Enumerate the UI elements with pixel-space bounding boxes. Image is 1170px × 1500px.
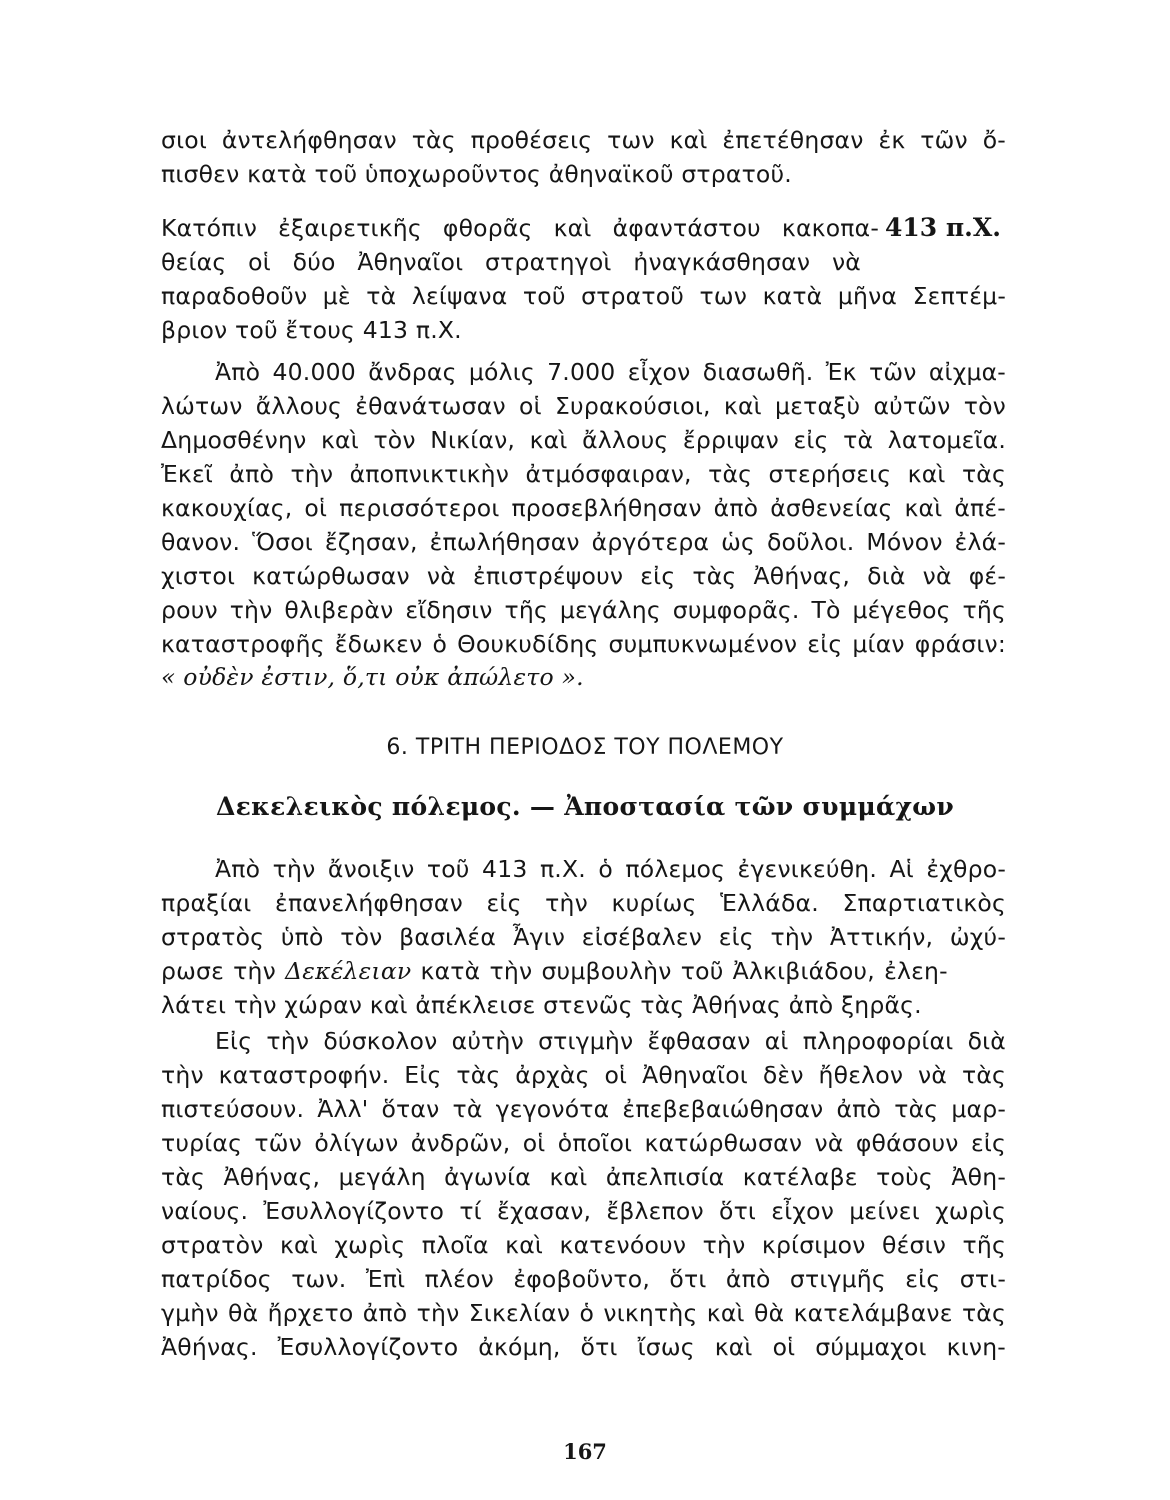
- text-line: λάτει τὴν χώραν καὶ ἀπέκλεισε στενῶς τὰς Ἀθήνας ἀπὸ ξηρᾶς.: [161, 991, 922, 1019]
- text-line: καταστροφῆς ἔδωκεν ὁ Θουκυδίδης συμπυκνωμένον εἰς μίαν φράσιν:: [161, 630, 1006, 658]
- text-line: τυρίας τῶν ὀλίγων ἀνδρῶν, οἱ ὁποῖοι κατώρθωσαν νὰ φθάσουν εἰς: [161, 1129, 1006, 1157]
- text-line: πραξίαι ἐπανελήφθησαν εἰς τὴν κυρίως Ἑλλάδα. Σπαρτιατικὸς: [161, 889, 1006, 917]
- text-line: ρουν τὴν θλιβερὰν εἴδησιν τῆς μεγάλης συμφορᾶς. Τὸ μέγεθος τῆς: [161, 596, 1006, 624]
- text-line: πισθεν κατὰ τοῦ ὑποχωροῦντος ἀθηναϊκοῦ στρατοῦ.: [161, 160, 792, 188]
- text-line: [161, 954, 1006, 988]
- text-line: τὰς Ἀθήνας, μεγάλη ἀγωνία καὶ ἀπελπισία κατέλαβε τοὺς Ἀθη-: [161, 1163, 1006, 1191]
- text-segment: κατὰ τὴν συμβουλὴν τοῦ Ἀλκιβιάδου, ἐλεη-: [411, 957, 948, 985]
- text-line: Εἰς τὴν δύσκολον αὐτὴν στιγμὴν ἔφθασαν αἱ πληροφορίαι διὰ: [215, 1027, 1006, 1055]
- text-line: ναίους. Ἐσυλλογίζοντο τί ἔχασαν, ἔβλεπον ὅτι εἶχον μείνει χωρὶς: [161, 1197, 1006, 1225]
- text-line: γμὴν θὰ ἤρχετο ἀπὸ τὴν Σικελίαν ὁ νικητὴς καὶ θὰ κατελάμβανε τὰς: [161, 1299, 1006, 1327]
- place-name-italic: Δεκέλειαν: [285, 957, 412, 985]
- section-title: 6. ΤΡΙΤΗ ΠΕΡΙΟΔΟΣ ΤΟΥ ΠΟΛΕΜΟΥ: [386, 735, 784, 760]
- text-line: παραδοθοῦν μὲ τὰ λείψανα τοῦ στρατοῦ των κατὰ μῆνα Σεπτέμ-: [161, 282, 1006, 310]
- text-line: θανον. Ὅσοι ἔζησαν, ἐπωλήθησαν ἀργότερα ὡς δοῦλοι. Μόνον ἐλά-: [161, 528, 1006, 556]
- text-line: Κατόπιν ἐξαιρετικῆς φθορᾶς καὶ ἀφαντάστου κακοπα-: [161, 214, 879, 242]
- text-line: Ἐκεῖ ἀπὸ τὴν ἀποπνικτικὴν ἀτμόσφαιραν, τὰς στερήσεις καὶ τὰς: [161, 460, 1006, 488]
- text-line: στρατὸν καὶ χωρὶς πλοῖα καὶ κατενόουν τὴν κρίσιμον θέσιν τῆς: [161, 1231, 1006, 1259]
- text-line: στρατὸς ὑπὸ τὸν βασιλέα Ἆγιν εἰσέβαλεν εἰς τὴν Ἀττικήν, ὠχύ-: [161, 923, 1006, 951]
- section-subtitle: Δεκελεικὸς πόλεμος. — Ἀποστασία τῶν συμμάχων: [215, 792, 955, 821]
- page-number: 167: [563, 1439, 607, 1464]
- text-line: Δημοσθένην καὶ τὸν Νικίαν, καὶ ἄλλους ἔρριψαν εἰς τὰ λατομεῖα.: [161, 426, 1006, 454]
- text-line: τὴν καταστροφήν. Εἰς τὰς ἀρχὰς οἱ Ἀθηναῖοι δὲν ἤθελον νὰ τὰς: [161, 1061, 1006, 1089]
- text-line: σιοι ἀντελήφθησαν τὰς προθέσεις των καὶ ἐπετέθησαν ἐκ τῶν ὄ-: [161, 126, 1006, 154]
- text-line: βριον τοῦ ἔτους 413 π.Χ.: [161, 316, 462, 344]
- text-line: θείας οἱ δύο Ἀθηναῖοι στρατηγοὶ ἠναγκάσθησαν νὰ: [161, 248, 861, 276]
- text-line: κακουχίας, οἱ περισσότεροι προσεβλήθησαν ἀπὸ ἀσθενείας καὶ ἀπέ-: [161, 494, 1006, 522]
- text-line: λώτων ἄλλους ἐθανάτωσαν οἱ Συρακούσιοι, καὶ μεταξὺ αὐτῶν τὸν: [161, 392, 1006, 420]
- text-segment: ρωσε τὴν: [161, 957, 286, 985]
- margin-date-note: 413 π.Χ.: [885, 213, 1001, 242]
- thucydides-quote: « οὐδὲν ἐστιν, ὅ,τι οὐκ ἀπώλετο ».: [161, 663, 584, 691]
- text-line: Ἀπὸ τὴν ἄνοιξιν τοῦ 413 π.Χ. ὁ πόλεμος ἐγενικεύθη. Αἱ ἐχθρο-: [215, 855, 1006, 883]
- text-line: πατρίδος των. Ἐπὶ πλέον ἐφοβοῦντο, ὅτι ἀπὸ στιγμῆς εἰς στι-: [161, 1265, 1006, 1293]
- text-line: Ἀπὸ 40.000 ἄνδρας μόλις 7.000 εἶχον διασωθῆ. Ἐκ τῶν αἰχμα-: [215, 358, 1006, 386]
- text-line: πιστεύσουν. Ἀλλ' ὅταν τὰ γεγονότα ἐπεβεβαιώθησαν ἀπὸ τὰς μαρ-: [161, 1095, 1006, 1123]
- text-line: χιστοι κατώρθωσαν νὰ ἐπιστρέψουν εἰς τὰς Ἀθήνας, διὰ νὰ φέ-: [161, 562, 1006, 590]
- text-line: Ἀθήνας. Ἐσυλλογίζοντο ἀκόμη, ὅτι ἴσως καὶ οἱ σύμμαχοι κινη-: [161, 1333, 1006, 1361]
